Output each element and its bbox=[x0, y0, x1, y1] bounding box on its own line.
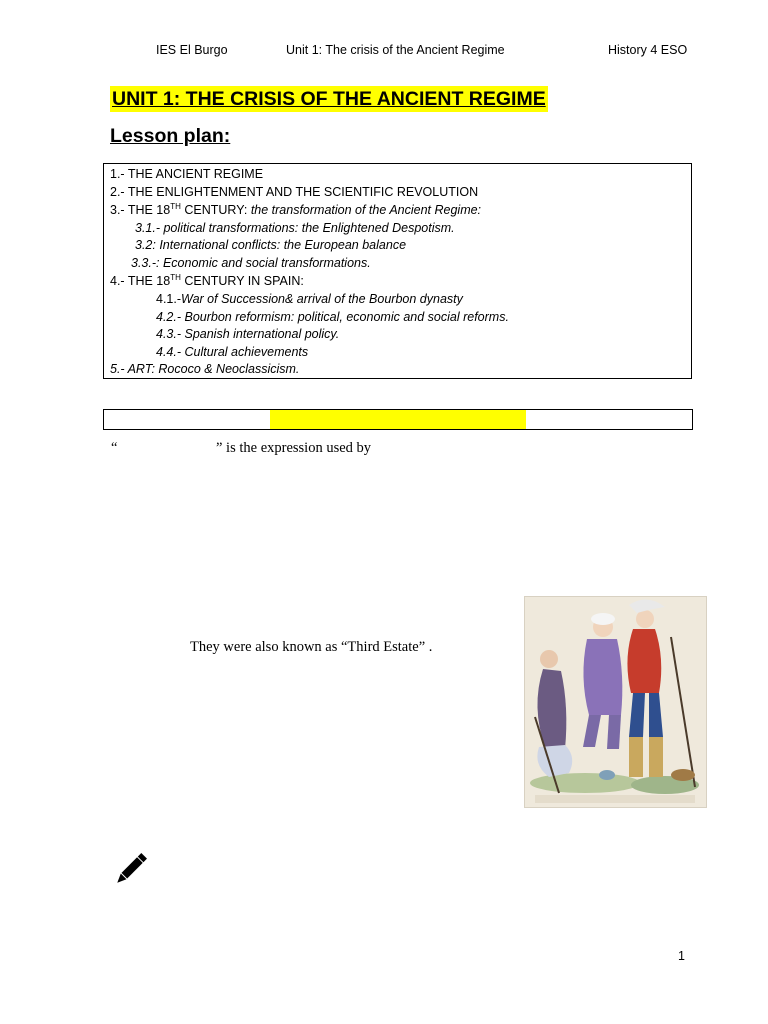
lesson-plan-box bbox=[103, 163, 692, 379]
header-school: IES El Burgo bbox=[156, 43, 228, 57]
quote-open: “ bbox=[111, 440, 118, 456]
lesson-plan-heading: Lesson plan: bbox=[110, 125, 231, 147]
lesson-item: 4.3.- Spanish international policy. bbox=[156, 327, 340, 341]
lesson-item: 5.- ART: Rococo & Neoclassicism. bbox=[110, 362, 300, 376]
lesson-item: 4.1.-War of Succession& arrival of the Bourbon dynasty bbox=[156, 292, 463, 306]
lesson-item: 4.4.- Cultural achievements bbox=[156, 345, 309, 359]
expression-sentence: ” is the expression used by bbox=[216, 440, 372, 456]
page-number: 1 bbox=[678, 949, 685, 963]
lesson-item: 3.1.- political transformations: the Enlightened Despotism. bbox=[135, 221, 455, 235]
lesson-item: 3.- THE 18TH CENTURY: the transformation of the Ancient Regime: bbox=[110, 202, 482, 217]
lesson-item: 1.- THE ANCIENT REGIME bbox=[110, 167, 264, 181]
blank-highlight bbox=[270, 410, 526, 429]
lesson-item: 4.- THE 18TH CENTURY IN SPAIN: bbox=[110, 273, 304, 288]
lesson-item: 2.- THE ENLIGHTENMENT AND THE SCIENTIFIC REVOLUTION bbox=[110, 185, 479, 199]
lesson-item: 4.2.- Bourbon reformism: political, economic and social reforms. bbox=[156, 310, 509, 324]
lesson-item: 3.2: International conflicts: the European balance bbox=[135, 238, 407, 252]
pencil-icon bbox=[112, 852, 148, 893]
header-unit: Unit 1: The crisis of the Ancient Regime bbox=[286, 43, 505, 57]
header-subject: History 4 ESO bbox=[608, 43, 688, 57]
caricature-illustration bbox=[524, 596, 707, 808]
third-estate-sentence: They were also known as “Third Estate” . bbox=[190, 639, 433, 655]
unit-title: UNIT 1: THE CRISIS OF THE ANCIENT REGIME bbox=[112, 88, 546, 110]
heading-blank-box bbox=[103, 409, 693, 430]
lesson-item: 3.3.-: Economic and social transformations. bbox=[131, 256, 371, 270]
